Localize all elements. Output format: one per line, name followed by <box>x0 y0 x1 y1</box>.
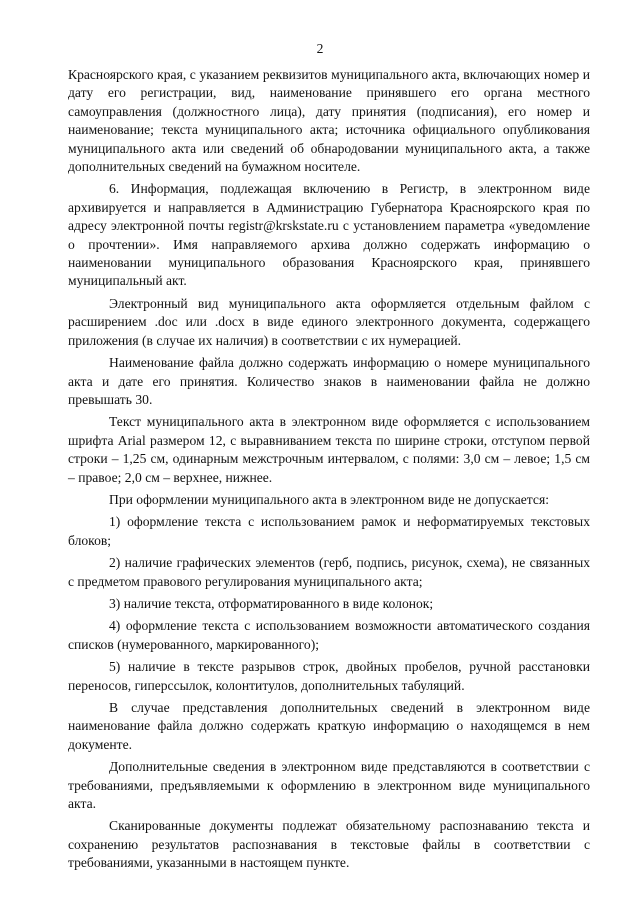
paragraph-file-name: Наименование файла должно содержать информацию о номере муниципального акта и дате его принятия. Количество знаков в наименовании файла не должно превышать 30. <box>68 355 590 407</box>
page-number: 2 <box>316 41 324 56</box>
list-item-3: 3) наличие текста, отформатированного в виде колонок; <box>109 595 434 611</box>
paragraph-additional-requirements: Дополнительные сведения в электронном виде представляются в соответствии с требованиями, предъявляемыми к оформлению в электронном виде муниципального акта. <box>68 759 590 812</box>
paragraph-not-allowed-intro: При оформлении муниципального акта в электронном виде не допускается: <box>109 491 549 507</box>
paragraph-scanned-docs: Сканированные документы подлежат обязательному распознаванию текста и сохранению результатов распознавания в текстовые файлы в соответствии с требованиями, указанными в настоящем пункте. <box>68 818 590 871</box>
list-item-5: 5) наличие в тексте разрывов строк, двойных пробелов, ручной расстановки переносов, гиперссылок, колонтитулов, дополнительных табуляций. <box>68 659 590 693</box>
document-body <box>68 66 590 877</box>
paragraph-item-6: 6. Информация, подлежащая включению в Регистр, в электронном виде архивируется и направляется в Администрацию Губернатора Красноярского края по адресу электронной почты registr@krskstate.ru с установлением параметра «уведомление о прочтении». Имя направляемого архива должно содержать информацию о наименовании муниципального образования Красноярского края, принявшего муниципальный акт. <box>68 181 590 289</box>
paragraph-continuation: Красноярского края, с указанием реквизитов муниципального акта, включающих номер и дату его регистрации, вид, наименование принявшего его органа местного самоуправления (должностного лица), дату принятия (подписания), его номер и наименование; текста муниципального акта; источника официального опубликования муниципального акта или сведений об обнародовании муниципального акта, а также дополнительных сведений на бумажном носителе. <box>68 67 590 175</box>
list-item-4: 4) оформление текста с использованием возможности автоматического создания списков (нумерованного, маркированного); <box>68 618 590 652</box>
list-item-2: 2) наличие графических элементов (герб, подпись, рисунок, схема), не связанных с предметом правового регулирования муниципального акта; <box>68 555 590 589</box>
paragraph-electronic-format: Электронный вид муниципального акта оформляется отдельным файлом с расширением .doc или .docx в виде единого электронного документа, содержащего приложения (в случае их наличия) в соответствии с их нумерацией. <box>68 295 590 348</box>
paragraph-additional-info: В случае представления дополнительных сведений в электронном виде наименование файла должно содержать краткую информацию о находящемся в нем документе. <box>68 700 590 752</box>
list-item-1: 1) оформление текста с использованием рамок и неформатируемых текстовых блоков; <box>68 514 590 548</box>
paragraph-text-formatting: Текст муниципального акта в электронном виде оформляется с использованием шрифта Arial размером 12, с выравниванием текста по ширине строки, отступом первой строки – 1,25 см, одинарным межстрочным интервалом, с полями: 3,0 см – левое; 1,5 см – правое; 2,0 см – верхнее, нижнее. <box>68 414 590 485</box>
